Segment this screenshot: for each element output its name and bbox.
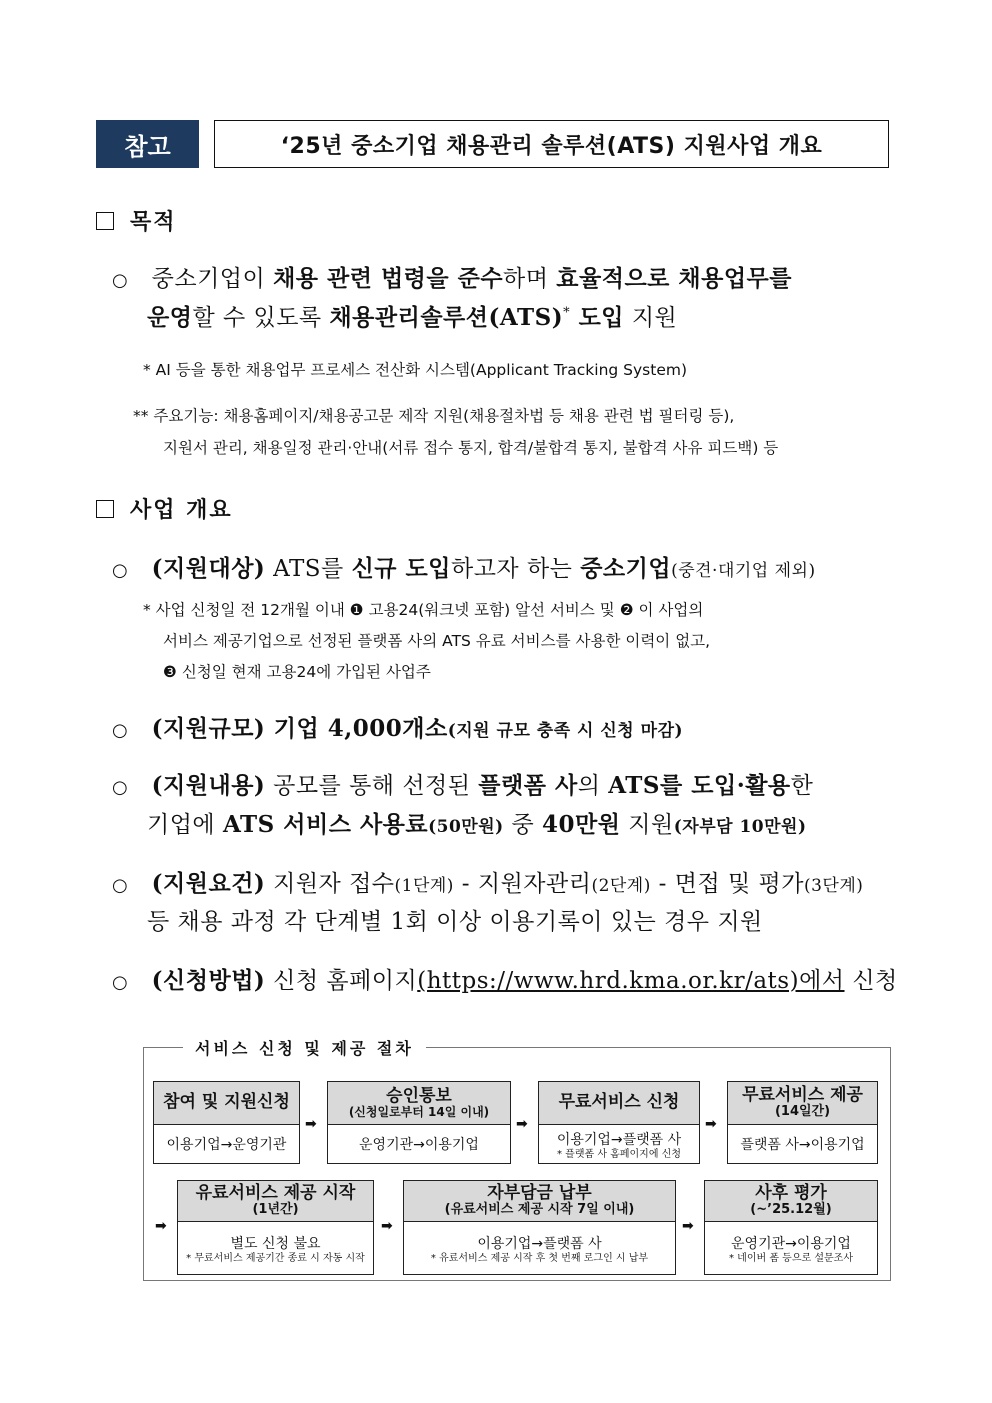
overview-target bbox=[112, 550, 816, 583]
step-footnote: * 유료서비스 제공 시작 후 첫 번째 로그인 시 납부 bbox=[430, 1252, 649, 1264]
text-bold: 운영 bbox=[147, 304, 193, 331]
arrow-right-icon: ➡ bbox=[516, 1116, 528, 1132]
circle-bullet-icon: ○ bbox=[112, 720, 129, 741]
text-bold: (지원대상) bbox=[151, 555, 266, 582]
text-bold: 신규 도입 bbox=[351, 555, 451, 582]
step-subtitle: (1년간) bbox=[252, 1202, 299, 1218]
overview-requirement-1 bbox=[112, 865, 863, 898]
step-body: 이용기업→운영기관 bbox=[166, 1137, 287, 1153]
section-purpose-heading bbox=[96, 205, 177, 236]
flow-step-2 bbox=[327, 1081, 511, 1164]
step-body: 이용기업→플랫폼 사 bbox=[477, 1235, 602, 1252]
text: 중소기업이 bbox=[151, 266, 274, 292]
circle-bullet-icon: ○ bbox=[112, 777, 129, 798]
step-subtitle: (유료서비스 제공 시작 7일 이내) bbox=[444, 1202, 635, 1218]
arrow-right-icon: ➡ bbox=[381, 1218, 393, 1234]
text: - 지원자관리 bbox=[453, 871, 592, 897]
text-small: (3단계) bbox=[803, 876, 864, 896]
text-bold-small: (지원 규모 충족 시 신청 마감) bbox=[447, 721, 684, 741]
text-small: (1단계) bbox=[394, 876, 454, 896]
text: 하고자 하는 bbox=[450, 556, 581, 582]
text-small: (중견·대기업 제외) bbox=[671, 561, 816, 581]
section-title: 사업 개요 bbox=[130, 498, 233, 523]
text-bold: 채용 관련 법령을 준수 bbox=[273, 265, 504, 292]
service-flow-title: 서비스 신청 및 제공 절차 bbox=[183, 1036, 426, 1059]
application-homepage-link[interactable]: (https://www.hrd.kma.or.kr/ats)에서 bbox=[417, 968, 845, 994]
text: 공모를 통해 선정된 bbox=[265, 773, 479, 799]
target-note-1: * 사업 신청일 전 12개월 이내 ❶ 고용24(워크넷 포함) 알선 서비스 및 ❷ 이 사업의 bbox=[143, 601, 704, 619]
overview-scale bbox=[112, 710, 683, 743]
overview-apply bbox=[112, 962, 898, 995]
text: 지원 bbox=[620, 812, 674, 838]
text: 신청 홈페이지 bbox=[265, 968, 418, 994]
step-footnote: * 플랫폼 사 홈페이지에 신청 bbox=[557, 1148, 681, 1160]
step-body: 이용기업→플랫폼 사 bbox=[556, 1131, 682, 1148]
circle-bullet-icon: ○ bbox=[112, 560, 129, 581]
text-bold: (지원요건) bbox=[151, 870, 266, 897]
purpose-line-1 bbox=[112, 260, 902, 293]
arrow-right-icon: ➡ bbox=[682, 1218, 694, 1234]
step-footnote: * 네이버 폼 등으로 설문조사 bbox=[729, 1252, 853, 1264]
reference-tag: 참고 bbox=[96, 120, 199, 168]
text: 한 bbox=[790, 773, 814, 799]
overview-content-1 bbox=[112, 767, 813, 800]
purpose-note-2b: 지원서 관리, 채용일정 관리·안내(서류 접수 통지, 합격/불합격 통지, 불합격 사유 피드백) 등 bbox=[163, 439, 779, 457]
text-bold: 40만원 bbox=[542, 811, 621, 838]
flow-step-7 bbox=[704, 1180, 878, 1275]
flow-step-5 bbox=[177, 1180, 374, 1275]
text: 지원자 접수 bbox=[265, 871, 395, 897]
purpose-note-2a: ** 주요기능: 채용홈페이지/채용공고문 제작 지원(채용절차법 등 채용 관련 법 필터링 등), bbox=[133, 407, 735, 425]
text: 지원 bbox=[624, 305, 678, 331]
text-bold: ATS 서비스 사용료 bbox=[222, 811, 429, 838]
text: 할 수 있도록 bbox=[192, 305, 330, 331]
step-body: 별도 신청 불요 bbox=[230, 1235, 321, 1252]
text: 의 bbox=[577, 773, 609, 799]
text-bold: 플랫폼 사 bbox=[478, 772, 578, 799]
arrow-right-icon: ➡ bbox=[155, 1218, 167, 1234]
target-note-2: 서비스 제공기업으로 선정된 플랫폼 사의 ATS 유료 서비스를 사용한 이력이 없고, bbox=[163, 632, 711, 650]
step-body: 운영기관→이용기업 bbox=[359, 1137, 479, 1153]
step-title: 유료서비스 제공 시작 bbox=[195, 1183, 356, 1204]
text-bold-small: (50만원) bbox=[428, 817, 504, 837]
step-subtitle: (~’25.12월) bbox=[750, 1202, 832, 1218]
section-title: 목적 bbox=[130, 210, 177, 235]
text: 신청 bbox=[844, 968, 898, 994]
text: 하며 bbox=[503, 266, 557, 292]
text: ATS를 bbox=[265, 556, 352, 582]
text-bold: 중소기업 bbox=[580, 555, 672, 582]
circle-bullet-icon: ○ bbox=[112, 875, 129, 896]
step-title: 참여 및 지원신청 bbox=[163, 1092, 290, 1113]
step-subtitle: (14일간) bbox=[774, 1104, 831, 1120]
page-title: ‘25년 중소기업 채용관리 솔루션(ATS) 지원사업 개요 bbox=[214, 120, 889, 168]
flow-step-3 bbox=[538, 1081, 700, 1164]
step-subtitle: (신청일로부터 14일 이내) bbox=[348, 1104, 490, 1119]
flow-step-4 bbox=[727, 1081, 878, 1164]
arrow-right-icon: ➡ bbox=[305, 1116, 317, 1132]
text-bold: (신청방법) bbox=[151, 967, 266, 994]
text-small: (2단계) bbox=[591, 876, 651, 896]
text: - 면접 및 평가 bbox=[650, 871, 804, 897]
text-bold: ATS를 도입·활용 bbox=[608, 772, 791, 799]
text-bold: 기업 4,000개소 bbox=[265, 715, 448, 742]
step-body: 플랫폼 사→이용기업 bbox=[740, 1137, 865, 1153]
checkbox-square-icon bbox=[96, 212, 114, 230]
text-bold: 채용관리솔루션(ATS) bbox=[329, 304, 564, 331]
overview-requirement-2: 등 채용 과정 각 단계별 1회 이상 이용기록이 있는 경우 지원 bbox=[147, 909, 763, 935]
flow-step-6 bbox=[403, 1180, 676, 1275]
step-footnote: * 무료서비스 제공기간 종료 시 자동 시작 bbox=[186, 1252, 365, 1264]
step-body: 운영기관→이용기업 bbox=[731, 1235, 851, 1252]
step-title: 사후 평가 bbox=[755, 1183, 827, 1204]
purpose-note-1: * AI 등을 통한 채용업무 프로세스 전산화 시스템(Applicant Tracking System) bbox=[143, 361, 688, 379]
step-title: 자부담금 납부 bbox=[487, 1183, 592, 1204]
checkbox-square-icon bbox=[96, 500, 114, 518]
circle-bullet-icon: ○ bbox=[112, 270, 129, 291]
target-note-3: ❸ 신청일 현재 고용24에 가입된 사업주 bbox=[163, 663, 431, 681]
step-title: 무료서비스 신청 bbox=[558, 1092, 680, 1113]
text-bold-small: (자부담 10만원) bbox=[673, 817, 807, 837]
circle-bullet-icon: ○ bbox=[112, 972, 129, 993]
text-bold: 효율적으로 채용업무를 bbox=[556, 265, 792, 292]
text: 중 bbox=[503, 812, 543, 838]
arrow-right-icon: ➡ bbox=[705, 1116, 717, 1132]
text-bold: (지원내용) bbox=[151, 772, 266, 799]
text-bold: (지원규모) bbox=[151, 715, 266, 742]
step-title: 무료서비스 제공 bbox=[742, 1085, 863, 1106]
step-title: 승인통보 bbox=[386, 1085, 452, 1106]
overview-content-2 bbox=[147, 806, 807, 839]
footnote-mark: * bbox=[563, 305, 571, 321]
section-overview-heading bbox=[96, 493, 233, 524]
text-bold: 도입 bbox=[570, 304, 625, 331]
text: 기업에 bbox=[147, 812, 223, 838]
flow-step-1 bbox=[153, 1081, 300, 1164]
purpose-line-2 bbox=[147, 299, 677, 332]
